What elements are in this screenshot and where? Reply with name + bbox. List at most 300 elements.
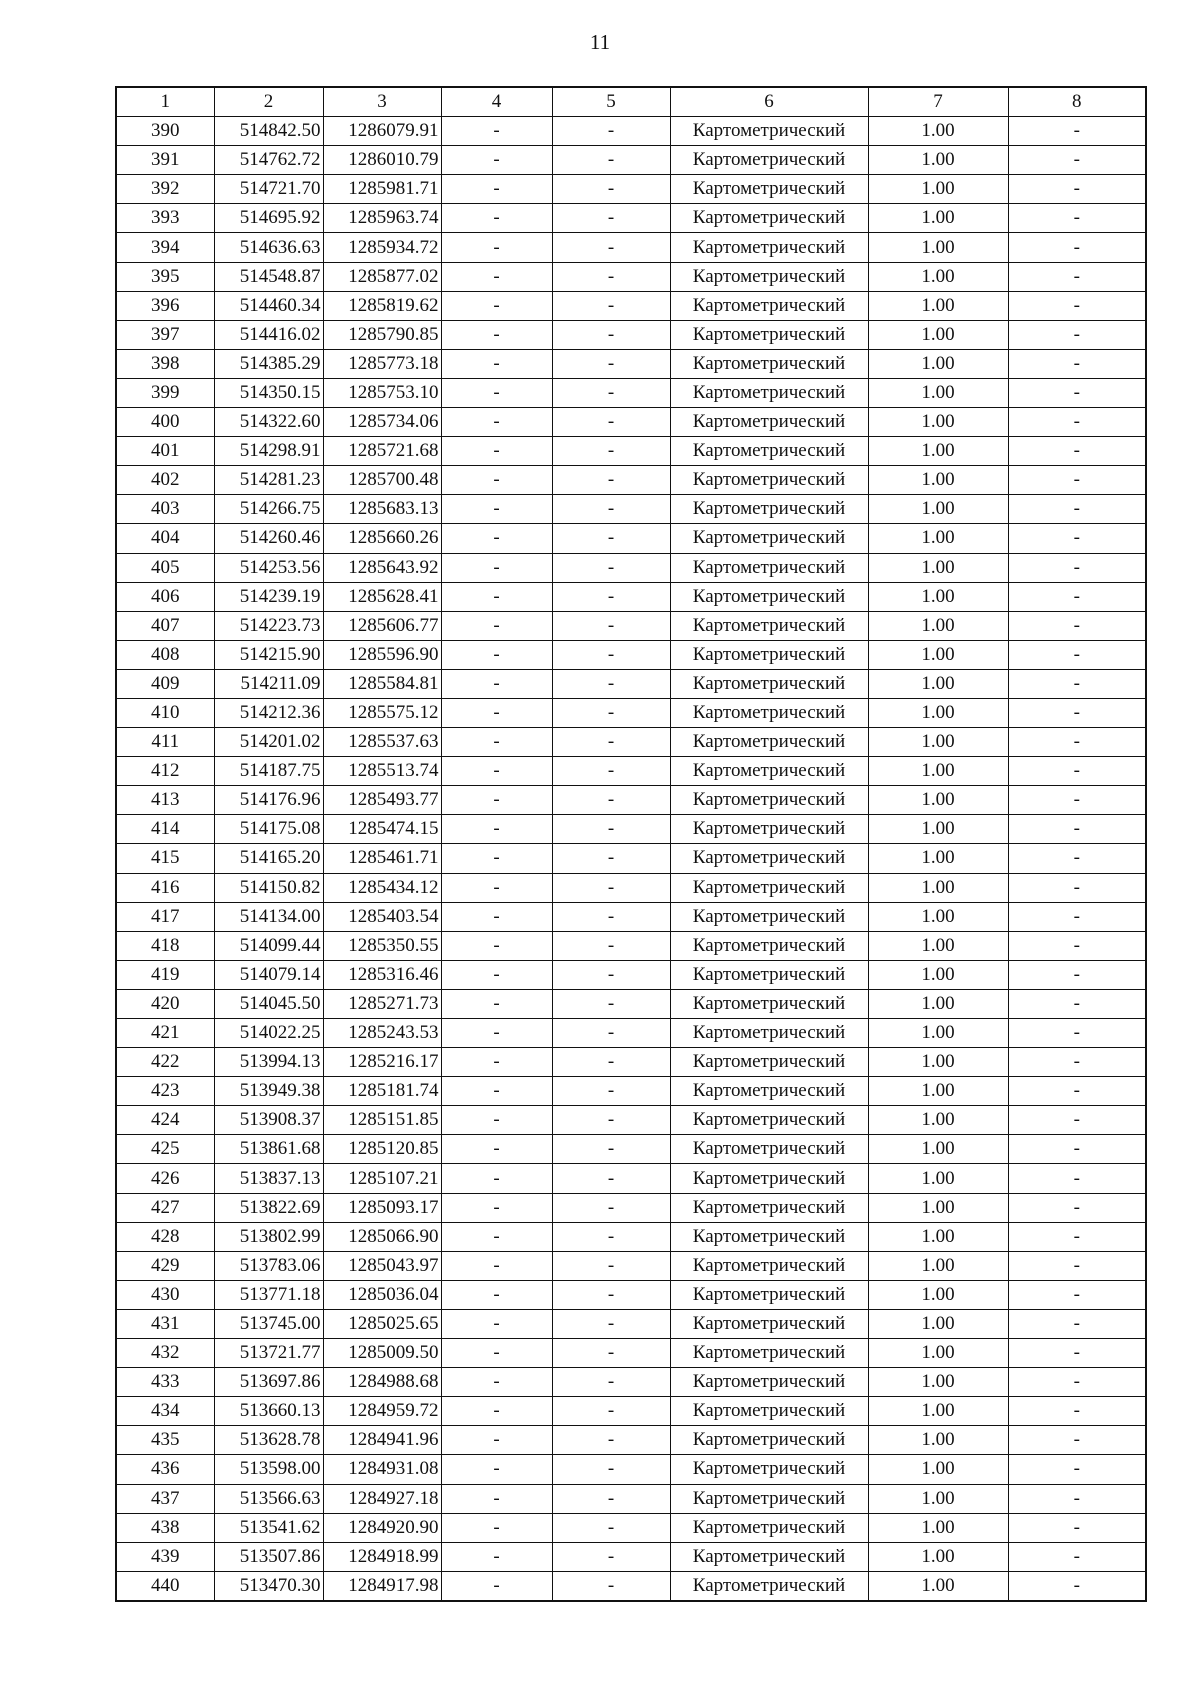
- column-4-cell: -: [441, 1571, 552, 1601]
- table-row: [116, 1397, 1146, 1426]
- column-4-cell: -: [441, 698, 552, 727]
- method-cell: Картометрический: [670, 640, 868, 669]
- column-5-cell: -: [552, 1484, 670, 1513]
- column-4-cell: -: [441, 524, 552, 553]
- column-8-cell: -: [1008, 1164, 1146, 1193]
- method-cell: Картометрический: [670, 1106, 868, 1135]
- column-4-cell: -: [441, 728, 552, 757]
- column-8-cell: -: [1008, 1368, 1146, 1397]
- column-5-cell: -: [552, 611, 670, 640]
- column-5-cell: -: [552, 1019, 670, 1048]
- column-5-cell: -: [552, 466, 670, 495]
- page-number: 11: [589, 30, 611, 54]
- column-8-cell: -: [1008, 1048, 1146, 1077]
- accuracy-cell: 1.00: [868, 378, 1008, 407]
- accuracy-cell: 1.00: [868, 1193, 1008, 1222]
- accuracy-cell: 1.00: [868, 786, 1008, 815]
- column-8-cell: -: [1008, 320, 1146, 349]
- column-4-cell: -: [441, 1542, 552, 1571]
- method-cell: Картометрический: [670, 1135, 868, 1164]
- accuracy-cell: 1.00: [868, 233, 1008, 262]
- y-coordinate-cell: 1285316.46: [323, 960, 441, 989]
- x-coordinate-cell: 514212.36: [214, 698, 323, 727]
- point-number-cell: 395: [116, 262, 214, 291]
- column-4-cell: -: [441, 1222, 552, 1251]
- method-cell: Картометрический: [670, 524, 868, 553]
- column-8-cell: -: [1008, 1571, 1146, 1601]
- x-coordinate-cell: 514165.20: [214, 844, 323, 873]
- y-coordinate-cell: 1286010.79: [323, 146, 441, 175]
- point-number-cell: 415: [116, 844, 214, 873]
- column-5-cell: -: [552, 175, 670, 204]
- y-coordinate-cell: 1285537.63: [323, 728, 441, 757]
- column-5-cell: -: [552, 844, 670, 873]
- y-coordinate-cell: 1285584.81: [323, 669, 441, 698]
- column-4-cell: -: [441, 1164, 552, 1193]
- x-coordinate-cell: 513566.63: [214, 1484, 323, 1513]
- column-8-cell: -: [1008, 146, 1146, 175]
- accuracy-cell: 1.00: [868, 1048, 1008, 1077]
- x-coordinate-cell: 514762.72: [214, 146, 323, 175]
- column-4-cell: -: [441, 1077, 552, 1106]
- y-coordinate-cell: 1285700.48: [323, 466, 441, 495]
- method-cell: Картометрический: [670, 466, 868, 495]
- method-cell: Картометрический: [670, 349, 868, 378]
- column-5-cell: -: [552, 1280, 670, 1309]
- table-body: [116, 117, 1146, 1601]
- column-4-cell: -: [441, 204, 552, 233]
- method-cell: Картометрический: [670, 1339, 868, 1368]
- method-cell: Картометрический: [670, 233, 868, 262]
- point-number-cell: 412: [116, 757, 214, 786]
- point-number-cell: 402: [116, 466, 214, 495]
- y-coordinate-cell: 1285025.65: [323, 1309, 441, 1338]
- method-cell: Картометрический: [670, 146, 868, 175]
- column-4-cell: -: [441, 611, 552, 640]
- column-8-cell: -: [1008, 786, 1146, 815]
- column-5-cell: -: [552, 931, 670, 960]
- accuracy-cell: 1.00: [868, 611, 1008, 640]
- x-coordinate-cell: 514322.60: [214, 408, 323, 437]
- point-number-cell: 434: [116, 1397, 214, 1426]
- table-row: [116, 902, 1146, 931]
- method-cell: Картометрический: [670, 291, 868, 320]
- table-row: [116, 1542, 1146, 1571]
- y-coordinate-cell: 1285596.90: [323, 640, 441, 669]
- x-coordinate-cell: 514223.73: [214, 611, 323, 640]
- table-row: [116, 524, 1146, 553]
- point-number-cell: 424: [116, 1106, 214, 1135]
- y-coordinate-cell: 1284931.08: [323, 1455, 441, 1484]
- point-number-cell: 403: [116, 495, 214, 524]
- y-coordinate-cell: 1285753.10: [323, 378, 441, 407]
- method-cell: Картометрический: [670, 611, 868, 640]
- method-cell: Картометрический: [670, 1193, 868, 1222]
- point-number-cell: 394: [116, 233, 214, 262]
- column-5-cell: -: [552, 262, 670, 291]
- table-row: [116, 175, 1146, 204]
- column-5-cell: -: [552, 495, 670, 524]
- x-coordinate-cell: 514298.91: [214, 437, 323, 466]
- y-coordinate-cell: 1284959.72: [323, 1397, 441, 1426]
- table-row: [116, 611, 1146, 640]
- point-number-cell: 428: [116, 1222, 214, 1251]
- column-4-cell: -: [441, 1426, 552, 1455]
- y-coordinate-cell: 1285066.90: [323, 1222, 441, 1251]
- table-row: [116, 117, 1146, 146]
- accuracy-cell: 1.00: [868, 669, 1008, 698]
- column-5-cell: -: [552, 233, 670, 262]
- x-coordinate-cell: 513771.18: [214, 1280, 323, 1309]
- column-5-cell: -: [552, 349, 670, 378]
- column-5-cell: -: [552, 669, 670, 698]
- accuracy-cell: 1.00: [868, 873, 1008, 902]
- table-row: [116, 262, 1146, 291]
- column-5-cell: -: [552, 582, 670, 611]
- x-coordinate-cell: 513721.77: [214, 1339, 323, 1368]
- x-coordinate-cell: 513541.62: [214, 1513, 323, 1542]
- column-8-cell: -: [1008, 1426, 1146, 1455]
- point-number-cell: 419: [116, 960, 214, 989]
- column-5-cell: -: [552, 320, 670, 349]
- accuracy-cell: 1.00: [868, 902, 1008, 931]
- column-4-cell: -: [441, 1309, 552, 1338]
- header-row: [116, 87, 1146, 117]
- accuracy-cell: 1.00: [868, 757, 1008, 786]
- accuracy-cell: 1.00: [868, 524, 1008, 553]
- column-5-cell: -: [552, 291, 670, 320]
- point-number-cell: 430: [116, 1280, 214, 1309]
- accuracy-cell: 1.00: [868, 582, 1008, 611]
- column-4-cell: -: [441, 146, 552, 175]
- column-5-cell: -: [552, 1513, 670, 1542]
- table-row: [116, 786, 1146, 815]
- column-header: 7: [868, 87, 1008, 117]
- x-coordinate-cell: 514385.29: [214, 349, 323, 378]
- method-cell: Картометрический: [670, 1455, 868, 1484]
- point-number-cell: 433: [116, 1368, 214, 1397]
- column-5-cell: -: [552, 553, 670, 582]
- x-coordinate-cell: 514022.25: [214, 1019, 323, 1048]
- column-5-cell: -: [552, 524, 670, 553]
- accuracy-cell: 1.00: [868, 1222, 1008, 1251]
- column-8-cell: -: [1008, 495, 1146, 524]
- table-row: [116, 815, 1146, 844]
- column-4-cell: -: [441, 1193, 552, 1222]
- column-5-cell: -: [552, 1309, 670, 1338]
- method-cell: Картометрический: [670, 262, 868, 291]
- point-number-cell: 396: [116, 291, 214, 320]
- column-5-cell: -: [552, 1571, 670, 1601]
- column-5-cell: -: [552, 1368, 670, 1397]
- accuracy-cell: 1.00: [868, 698, 1008, 727]
- y-coordinate-cell: 1285643.92: [323, 553, 441, 582]
- column-8-cell: -: [1008, 1251, 1146, 1280]
- y-coordinate-cell: 1285474.15: [323, 815, 441, 844]
- accuracy-cell: 1.00: [868, 1135, 1008, 1164]
- table-row: [116, 437, 1146, 466]
- column-4-cell: -: [441, 960, 552, 989]
- accuracy-cell: 1.00: [868, 553, 1008, 582]
- x-coordinate-cell: 514175.08: [214, 815, 323, 844]
- table-row: [116, 1106, 1146, 1135]
- accuracy-cell: 1.00: [868, 1542, 1008, 1571]
- column-4-cell: -: [441, 1455, 552, 1484]
- column-4-cell: -: [441, 1106, 552, 1135]
- column-5-cell: -: [552, 815, 670, 844]
- x-coordinate-cell: 514281.23: [214, 466, 323, 495]
- table-row: [116, 1455, 1146, 1484]
- column-5-cell: -: [552, 1135, 670, 1164]
- x-coordinate-cell: 513908.37: [214, 1106, 323, 1135]
- y-coordinate-cell: 1284927.18: [323, 1484, 441, 1513]
- x-coordinate-cell: 514045.50: [214, 989, 323, 1018]
- accuracy-cell: 1.00: [868, 1571, 1008, 1601]
- accuracy-cell: 1.00: [868, 1164, 1008, 1193]
- x-coordinate-cell: 514134.00: [214, 902, 323, 931]
- column-4-cell: -: [441, 640, 552, 669]
- y-coordinate-cell: 1285107.21: [323, 1164, 441, 1193]
- point-number-cell: 411: [116, 728, 214, 757]
- method-cell: Картометрический: [670, 873, 868, 902]
- accuracy-cell: 1.00: [868, 1426, 1008, 1455]
- table-row: [116, 233, 1146, 262]
- method-cell: Картометрический: [670, 728, 868, 757]
- column-8-cell: -: [1008, 1397, 1146, 1426]
- column-5-cell: -: [552, 786, 670, 815]
- x-coordinate-cell: 513949.38: [214, 1077, 323, 1106]
- column-4-cell: -: [441, 495, 552, 524]
- x-coordinate-cell: 513598.00: [214, 1455, 323, 1484]
- column-5-cell: -: [552, 117, 670, 146]
- column-4-cell: -: [441, 844, 552, 873]
- table-row: [116, 408, 1146, 437]
- x-coordinate-cell: 513837.13: [214, 1164, 323, 1193]
- accuracy-cell: 1.00: [868, 291, 1008, 320]
- method-cell: Картометрический: [670, 204, 868, 233]
- table-row: [116, 1077, 1146, 1106]
- table-row: [116, 204, 1146, 233]
- column-5-cell: -: [552, 757, 670, 786]
- y-coordinate-cell: 1285721.68: [323, 437, 441, 466]
- method-cell: Картометрический: [670, 1077, 868, 1106]
- column-8-cell: -: [1008, 989, 1146, 1018]
- column-8-cell: -: [1008, 1193, 1146, 1222]
- method-cell: Картометрический: [670, 844, 868, 873]
- column-8-cell: -: [1008, 1309, 1146, 1338]
- method-cell: Картометрический: [670, 669, 868, 698]
- column-4-cell: -: [441, 291, 552, 320]
- point-number-cell: 404: [116, 524, 214, 553]
- column-8-cell: -: [1008, 757, 1146, 786]
- x-coordinate-cell: 514416.02: [214, 320, 323, 349]
- y-coordinate-cell: 1286079.91: [323, 117, 441, 146]
- method-cell: Картометрический: [670, 902, 868, 931]
- y-coordinate-cell: 1285181.74: [323, 1077, 441, 1106]
- column-8-cell: -: [1008, 378, 1146, 407]
- method-cell: Картометрический: [670, 437, 868, 466]
- column-4-cell: -: [441, 1280, 552, 1309]
- y-coordinate-cell: 1284941.96: [323, 1426, 441, 1455]
- accuracy-cell: 1.00: [868, 1251, 1008, 1280]
- point-number-cell: 427: [116, 1193, 214, 1222]
- method-cell: Картометрический: [670, 786, 868, 815]
- method-cell: Картометрический: [670, 989, 868, 1018]
- column-5-cell: -: [552, 408, 670, 437]
- point-number-cell: 439: [116, 1542, 214, 1571]
- column-8-cell: -: [1008, 611, 1146, 640]
- column-8-cell: -: [1008, 582, 1146, 611]
- column-8-cell: -: [1008, 1339, 1146, 1368]
- column-8-cell: -: [1008, 524, 1146, 553]
- y-coordinate-cell: 1285628.41: [323, 582, 441, 611]
- point-number-cell: 414: [116, 815, 214, 844]
- y-coordinate-cell: 1285216.17: [323, 1048, 441, 1077]
- column-5-cell: -: [552, 1455, 670, 1484]
- point-number-cell: 406: [116, 582, 214, 611]
- x-coordinate-cell: 513660.13: [214, 1397, 323, 1426]
- column-8-cell: -: [1008, 204, 1146, 233]
- method-cell: Картометрический: [670, 698, 868, 727]
- table-row: [116, 844, 1146, 873]
- table-row: [116, 1280, 1146, 1309]
- column-4-cell: -: [441, 175, 552, 204]
- table-row: [116, 582, 1146, 611]
- column-4-cell: -: [441, 786, 552, 815]
- accuracy-cell: 1.00: [868, 262, 1008, 291]
- table-row: [116, 1513, 1146, 1542]
- x-coordinate-cell: 514253.56: [214, 553, 323, 582]
- column-5-cell: -: [552, 146, 670, 175]
- x-coordinate-cell: 513802.99: [214, 1222, 323, 1251]
- method-cell: Картометрический: [670, 582, 868, 611]
- accuracy-cell: 1.00: [868, 1019, 1008, 1048]
- column-4-cell: -: [441, 1397, 552, 1426]
- y-coordinate-cell: 1285350.55: [323, 931, 441, 960]
- y-coordinate-cell: 1285461.71: [323, 844, 441, 873]
- column-4-cell: -: [441, 349, 552, 378]
- point-number-cell: 431: [116, 1309, 214, 1338]
- y-coordinate-cell: 1285660.26: [323, 524, 441, 553]
- accuracy-cell: 1.00: [868, 1309, 1008, 1338]
- table-row: [116, 1251, 1146, 1280]
- accuracy-cell: 1.00: [868, 1513, 1008, 1542]
- table-header: [116, 87, 1146, 117]
- point-number-cell: 420: [116, 989, 214, 1018]
- method-cell: Картометрический: [670, 960, 868, 989]
- point-number-cell: 440: [116, 1571, 214, 1601]
- point-number-cell: 392: [116, 175, 214, 204]
- column-4-cell: -: [441, 1484, 552, 1513]
- column-8-cell: -: [1008, 902, 1146, 931]
- y-coordinate-cell: 1285043.97: [323, 1251, 441, 1280]
- accuracy-cell: 1.00: [868, 1106, 1008, 1135]
- column-8-cell: -: [1008, 1106, 1146, 1135]
- method-cell: Картометрический: [670, 408, 868, 437]
- y-coordinate-cell: 1285934.72: [323, 233, 441, 262]
- accuracy-cell: 1.00: [868, 1397, 1008, 1426]
- column-4-cell: -: [441, 1251, 552, 1280]
- column-8-cell: -: [1008, 437, 1146, 466]
- column-header: 2: [214, 87, 323, 117]
- column-8-cell: -: [1008, 1077, 1146, 1106]
- table-row: [116, 1484, 1146, 1513]
- y-coordinate-cell: 1285493.77: [323, 786, 441, 815]
- column-8-cell: -: [1008, 1455, 1146, 1484]
- column-5-cell: -: [552, 1222, 670, 1251]
- column-5-cell: -: [552, 1077, 670, 1106]
- x-coordinate-cell: 513470.30: [214, 1571, 323, 1601]
- table-row: [116, 728, 1146, 757]
- point-number-cell: 408: [116, 640, 214, 669]
- accuracy-cell: 1.00: [868, 437, 1008, 466]
- column-4-cell: -: [441, 669, 552, 698]
- table-row: [116, 495, 1146, 524]
- column-5-cell: -: [552, 960, 670, 989]
- table-row: [116, 1222, 1146, 1251]
- y-coordinate-cell: 1284920.90: [323, 1513, 441, 1542]
- accuracy-cell: 1.00: [868, 408, 1008, 437]
- column-4-cell: -: [441, 233, 552, 262]
- accuracy-cell: 1.00: [868, 1077, 1008, 1106]
- point-number-cell: 432: [116, 1339, 214, 1368]
- x-coordinate-cell: 513861.68: [214, 1135, 323, 1164]
- x-coordinate-cell: 513783.06: [214, 1251, 323, 1280]
- column-8-cell: -: [1008, 1513, 1146, 1542]
- point-number-cell: 393: [116, 204, 214, 233]
- y-coordinate-cell: 1284988.68: [323, 1368, 441, 1397]
- method-cell: Картометрический: [670, 1426, 868, 1455]
- point-number-cell: 401: [116, 437, 214, 466]
- column-8-cell: -: [1008, 1222, 1146, 1251]
- accuracy-cell: 1.00: [868, 175, 1008, 204]
- y-coordinate-cell: 1285963.74: [323, 204, 441, 233]
- y-coordinate-cell: 1285683.13: [323, 495, 441, 524]
- x-coordinate-cell: 514695.92: [214, 204, 323, 233]
- x-coordinate-cell: 513507.86: [214, 1542, 323, 1571]
- column-4-cell: -: [441, 989, 552, 1018]
- method-cell: Картометрический: [670, 1251, 868, 1280]
- x-coordinate-cell: 514260.46: [214, 524, 323, 553]
- table-row: [116, 1164, 1146, 1193]
- point-number-cell: 421: [116, 1019, 214, 1048]
- y-coordinate-cell: 1285819.62: [323, 291, 441, 320]
- accuracy-cell: 1.00: [868, 989, 1008, 1018]
- accuracy-cell: 1.00: [868, 466, 1008, 495]
- column-4-cell: -: [441, 873, 552, 902]
- column-8-cell: -: [1008, 1135, 1146, 1164]
- method-cell: Картометрический: [670, 1397, 868, 1426]
- method-cell: Картометрический: [670, 495, 868, 524]
- coordinates-table: [115, 86, 1147, 1602]
- y-coordinate-cell: 1285403.54: [323, 902, 441, 931]
- x-coordinate-cell: 514187.75: [214, 757, 323, 786]
- column-8-cell: -: [1008, 262, 1146, 291]
- column-4-cell: -: [441, 378, 552, 407]
- accuracy-cell: 1.00: [868, 640, 1008, 669]
- method-cell: Картометрический: [670, 931, 868, 960]
- y-coordinate-cell: 1285877.02: [323, 262, 441, 291]
- table-row: [116, 1571, 1146, 1601]
- x-coordinate-cell: 514636.63: [214, 233, 323, 262]
- y-coordinate-cell: 1285151.85: [323, 1106, 441, 1135]
- table-row: [116, 1309, 1146, 1338]
- x-coordinate-cell: 514176.96: [214, 786, 323, 815]
- x-coordinate-cell: 514548.87: [214, 262, 323, 291]
- point-number-cell: 438: [116, 1513, 214, 1542]
- column-8-cell: -: [1008, 640, 1146, 669]
- point-number-cell: 398: [116, 349, 214, 378]
